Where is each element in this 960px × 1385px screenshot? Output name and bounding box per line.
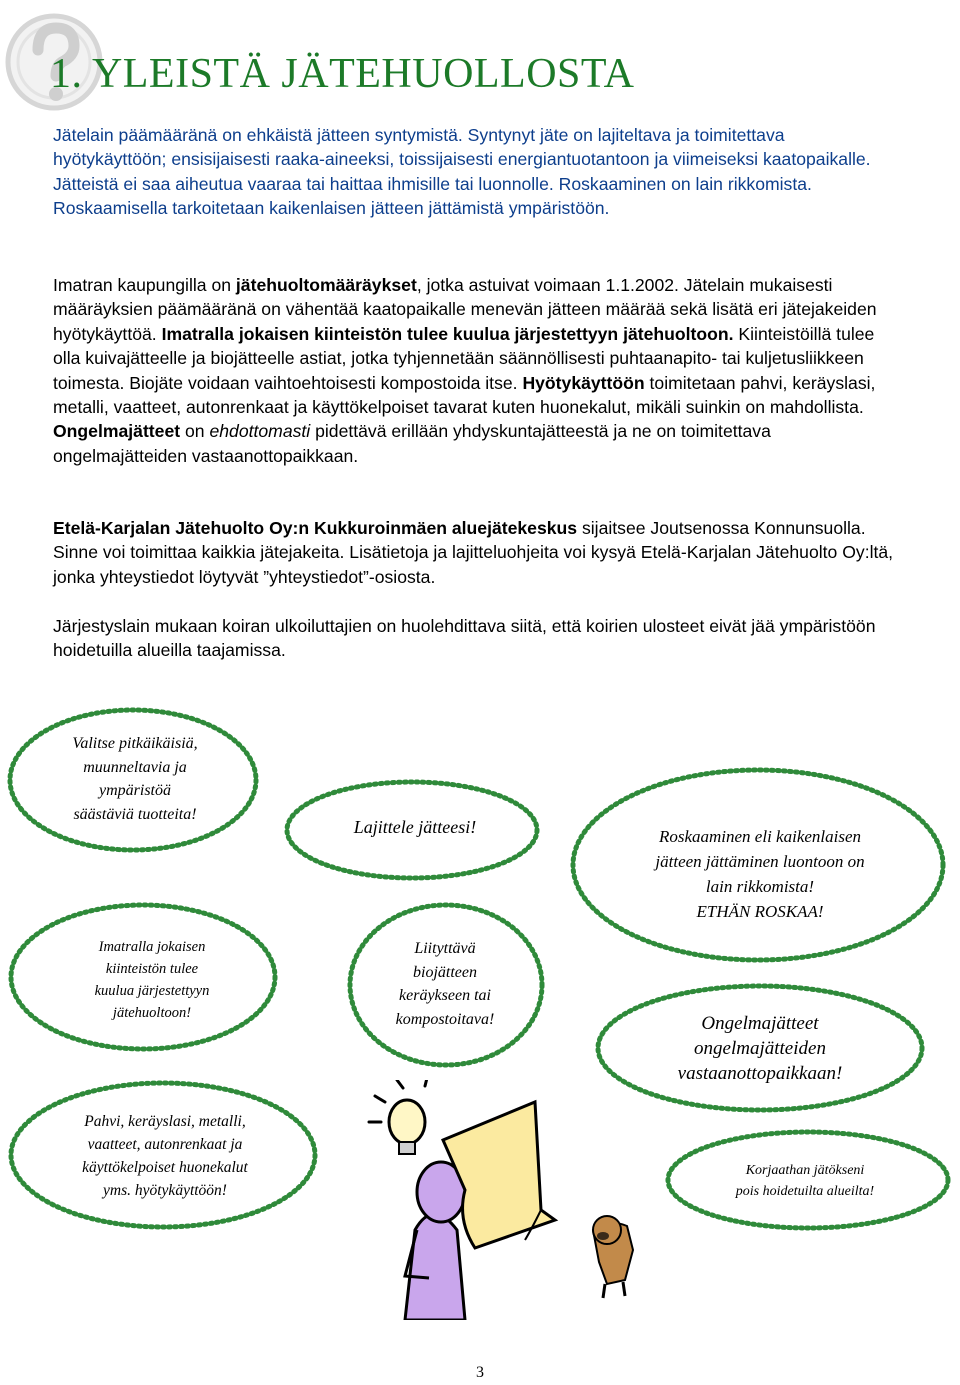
page-title: 1. YLEISTÄ JÄTEHUOLLOSTA xyxy=(50,51,635,97)
bubble-recycling: Pahvi, keräyslasi, metalli, vaatteet, autonrenkaat ja käyttökelpoiset huonekalut yms. hyötykäyttöön! xyxy=(82,1113,248,1199)
bubble-littering: Roskaaminen eli kaikenlaisen jätteen jättäminen luontoon on lain rikkomista! ETHÄN ROSKAA! xyxy=(655,827,865,921)
page-number: 3 xyxy=(476,1364,484,1381)
paper-sheet xyxy=(443,1102,555,1248)
dog-waste-paragraph: Järjestyslain mukaan koiran ulkoiluttajien on huolehdittava siitä, että koirien ulosteet eivät jää ympäristöön hoidetuilla alueilla taajamissa. xyxy=(53,616,876,661)
bubble-biowaste: Liityttävä biojätteen keräykseen tai kompostoitava! xyxy=(395,940,495,1028)
dog-icon xyxy=(593,1216,633,1298)
intro-paragraph: Jätelain päämääränä on ehkäistä jätteen syntymistä. Syntynyt jäte on lajiteltava ja toimitettava hyötykäyttöön; ensisijaisesti raaka-aineeksi, toissijaisesti energiantuotantoon ja viimeiseksi kaatopaikalle. Jätteistä ei saa aiheutua vaaraa tai haittaa ihmisille tai luonnolle. Roskaaminen on lain rikkomista. Roskaamisella tarkoitetaan kaikenlaisen jätteen jättämistä ympäristöön. xyxy=(53,125,871,219)
light-bulb-icon xyxy=(369,1080,427,1154)
waste-centre-paragraph: Etelä-Karjalan Jätehuolto Oy:n Kukkuroinmäen aluejätekeskus sijaitsee Joutsenossa Konnunsuolla. Sinne voi toimittaa kaikkia jätejakeita. Lisätietoja ja lajitteluohjeita voi kysyä Etelä-Karjalan Jätehuolto Oy:ltä, jonka yhteystiedot löytyvät ”yhteystiedot”-osiosta. xyxy=(53,518,894,587)
bubble-dog-waste: Korjaathan jätökseni pois hoidetuilta alueilta! xyxy=(735,1163,875,1199)
person-figure xyxy=(405,1162,465,1320)
bubble-hazardous-waste: Ongelmajätteet ongelmajätteiden vastaanottopaikkaan! xyxy=(677,1013,843,1084)
bubble-long-lasting-products: Valitse pitkäikäisiä, muunneltavia ja ympäristöä säästäviä tuotteita! xyxy=(72,735,198,823)
regulations-paragraph: Imatran kaupungilla on jätehuoltomääräykset, jotka astuivat voimaan 1.1.2002. Jätelain mukaisesti määräyksien päämääränä on vähentää kaatopaikalle menevän jätteen määrää sekä lisätä eri jätejakeiden hyötykäyttöä. Imatralla jokaisen kiinteistön tulee kuulua järjestettyyn jätehuoltoon. Kiinteistöillä tulee olla kuivajätteelle ja biojätteelle astiat, jotka tyhjennetään säännöllisesti puhtaanapito- tai kuljetusliikkeen toimesta. Biojäte voidaan vaihtoehtoisesti kompostoida itse. Hyötykäyttöön toimitetaan pahvi, keräyslasi, metalli, vaatteet, autonrenkaat ja käyttökelpoiset tavarat kuten huonekalut, mikäli suinkin on mahdollista. Ongelmajätteet on ehdottomasti pidettävä erillään yhdyskuntajätteestä ja ne on toimitettava ongelmajätteiden vastaanottopaikkaan. xyxy=(53,275,877,466)
bubble-waste-management: Imatralla jokaisen kiinteistön tulee kuulua järjestettyyn jätehuoltoon! xyxy=(94,939,210,1021)
reading-figure-illustration xyxy=(345,1080,675,1320)
bubble-sort-waste: Lajittele jätteesi! xyxy=(353,817,477,837)
